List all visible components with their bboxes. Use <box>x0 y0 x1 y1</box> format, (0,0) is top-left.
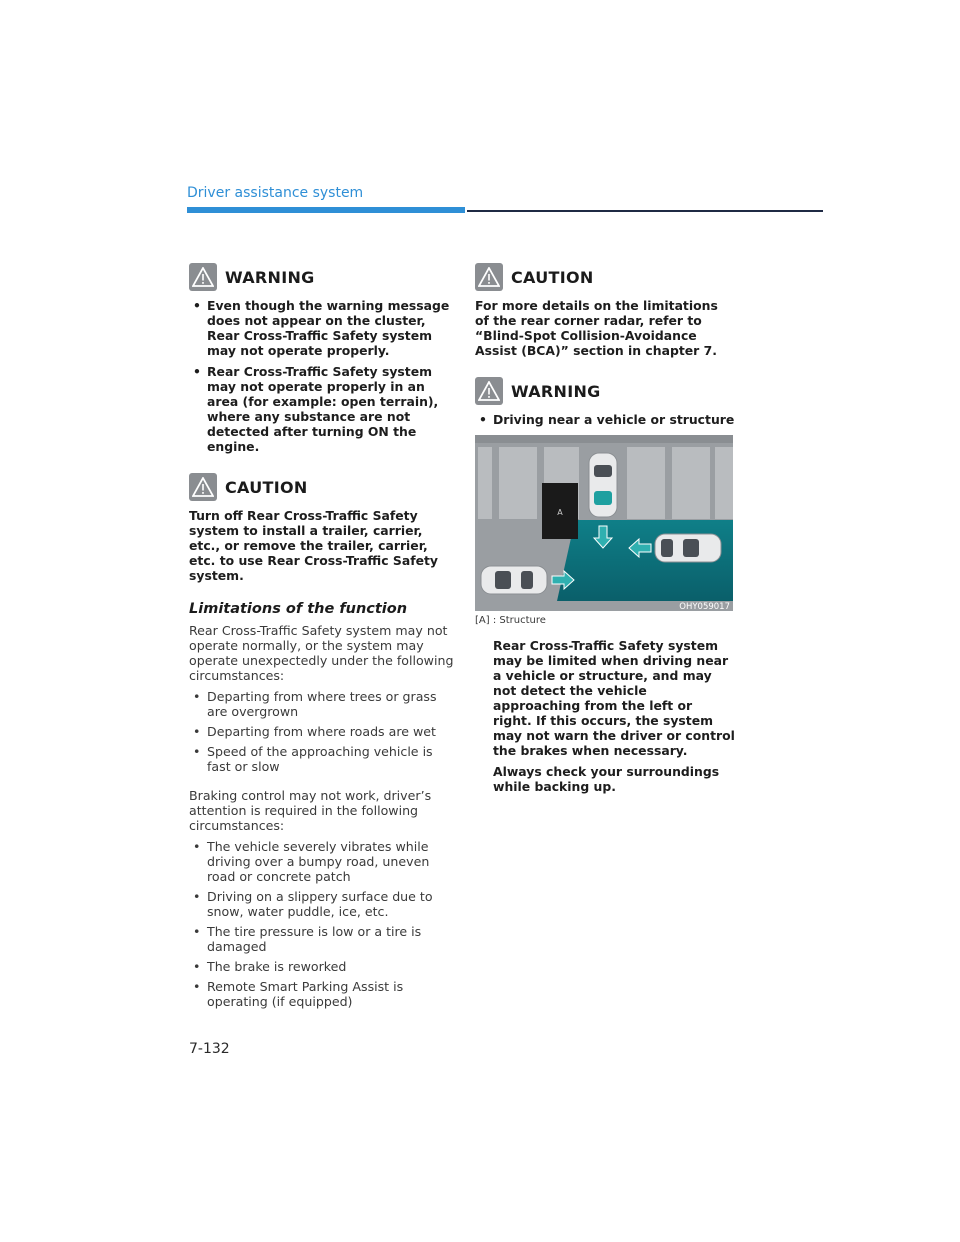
list-item: • Departing from where trees or grass are overgrown <box>189 689 454 719</box>
list-item: • The brake is reworked <box>189 959 454 974</box>
limitations-intro: Rear Cross-Traffic Safety system may not operate normally, or the system may operate unexpectedly under the following circumstances: <box>189 623 454 683</box>
limitations-heading: Limitations of the function <box>189 601 408 617</box>
list-item: • Departing from where roads are wet <box>189 724 454 739</box>
warning-header <box>189 262 454 292</box>
header-rule <box>467 210 823 212</box>
braking-list <box>189 839 454 1009</box>
warning-triangle-icon <box>189 263 217 291</box>
structure-paragraph: Rear Cross-Traffic Safety system may be limited when driving near a vehicle or structure, and may not detect the vehicle approaching from the left or right. If this occurs, the system may not warn the driver or control the brakes when necessary. <box>493 638 735 758</box>
warning-triangle-icon <box>189 473 217 501</box>
caution-header <box>475 262 735 292</box>
list-item: • Even though the warning message does not appear on the cluster, Rear Cross-Traffic Safety system may not operate properly. <box>189 298 454 358</box>
warning-list <box>475 412 735 427</box>
caution-header <box>189 472 454 502</box>
warning-list <box>189 298 454 454</box>
list-item: • Speed of the approaching vehicle is fast or slow <box>189 744 454 774</box>
list-item: • The tire pressure is low or a tire is damaged <box>189 924 454 954</box>
figure-caption: [A] : Structure <box>475 615 546 626</box>
caution-title: CAUTION <box>225 477 308 497</box>
caution-text: Turn off Rear Cross-Traffic Safety system to install a trailer, carrier, etc., or remove the trailer, carrier, etc. to use Rear Cross-Traffic Safety system. <box>189 508 438 583</box>
warning-triangle-icon <box>475 377 503 405</box>
warning-header <box>475 376 735 406</box>
right-column <box>475 262 735 800</box>
warning-triangle-icon <box>475 263 503 291</box>
list-item: • The vehicle severely vibrates while driving over a bumpy road, uneven road or concrete patch <box>189 839 454 884</box>
caution-text: For more details on the limitations of the rear corner radar, refer to “Blind-Spot Collision-Avoidance Assist (BCA)” section in chapter 7. <box>475 298 718 358</box>
header-rule-accent <box>187 207 465 213</box>
warning-title: WARNING <box>225 267 315 287</box>
left-column <box>189 262 454 1023</box>
warning-title: WARNING <box>511 381 601 401</box>
parking-illustration <box>475 435 733 611</box>
list-item: • Driving on a slippery surface due to snow, water puddle, ice, etc. <box>189 889 454 919</box>
structure-label: A <box>557 508 563 517</box>
page-number: 7-132 <box>189 1041 230 1057</box>
limitations-list <box>189 689 454 774</box>
list-item: • Rear Cross-Traffic Safety system may not operate properly in an area (for example: open terrain), where any substance are not detected after turning ON the engine. <box>189 364 454 454</box>
figure-code: OHY059017 <box>679 602 730 611</box>
caution-title: CAUTION <box>511 267 594 287</box>
list-item: • Driving near a vehicle or structure <box>475 412 735 427</box>
surroundings-paragraph: Always check your surroundings while backing up. <box>493 764 720 794</box>
braking-intro: Braking control may not work, driver’s attention is required in the following circumstances: <box>189 788 432 833</box>
section-title: Driver assistance system <box>187 185 364 201</box>
list-item: • Remote Smart Parking Assist is operating (if equipped) <box>189 979 454 1009</box>
